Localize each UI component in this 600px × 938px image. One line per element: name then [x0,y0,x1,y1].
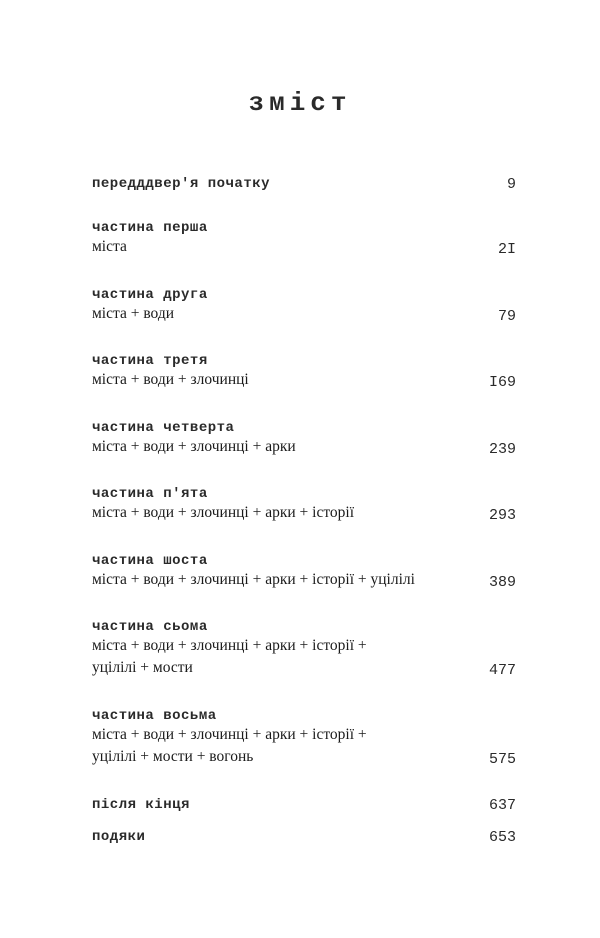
toc-entry-part-2 [92,287,516,325]
toc-entry-part-7 [92,619,516,679]
toc-entry-heading: передддвер'я початку [92,176,271,192]
toc-entry-page: 653 [488,829,516,846]
toc-entry-line: міста + води + злочинці + арки [92,438,296,455]
toc-entry-part-1 [92,220,516,258]
toc-entry-heading: частина шоста [92,553,208,569]
page-title: зміст [248,88,352,118]
toc-entry-heading: частина третя [92,353,208,369]
toc-entry-line: міста + води + злочинці + арки + історії [92,504,355,521]
toc-entry-line: міста + води [92,305,175,322]
toc-entry-line: міста + води + злочинці + арки + історії + [92,726,367,743]
toc-entry-acknowledgements [92,829,516,845]
toc-entry-page: 575 [488,751,516,768]
toc-entry-prologue [92,176,516,192]
toc-entry-heading: частина сьома [92,619,208,635]
toc-entry-part-3 [92,353,516,391]
toc-entry-page: 293 [488,507,516,524]
toc-entry-line: міста + води + злочинці [92,371,249,388]
toc-entry-line: міста [92,238,127,255]
toc-entry-heading: частина восьма [92,708,217,724]
toc-entry-page: 637 [488,797,516,814]
toc-entry-heading: частина друга [92,287,208,303]
toc-entry-page: 79 [497,308,516,325]
toc-entry-part-5 [92,486,516,524]
toc-entry-part-8 [92,708,516,768]
toc-entry-page: 2I [497,241,516,258]
toc-entry-heading: подяки [92,829,146,845]
toc-entry-heading: після кінця [92,797,190,813]
toc-entry-part-6 [92,553,516,591]
toc-entry-line: міста + води + злочинці + арки + історії + [92,637,367,654]
toc-entry-page: 239 [488,441,516,458]
toc-entry-epilogue [92,797,516,813]
toc-entry-part-4 [92,420,516,458]
toc-entry-line: уцілілі + мости + вогонь [92,748,254,765]
toc-entry-page: 389 [488,574,516,591]
toc-entry-heading: частина четверта [92,420,235,436]
toc-entry-page: 9 [506,176,516,193]
toc-entry-line: уцілілі + мости [92,659,193,676]
toc-entry-page: 477 [488,662,516,679]
toc-entry-heading: частина перша [92,220,208,236]
toc-entry-heading: частина п'ята [92,486,208,502]
toc-entry-line: міста + води + злочинці + арки + історії + уцілілі [92,571,415,588]
toc-entry-page: I69 [488,374,516,391]
